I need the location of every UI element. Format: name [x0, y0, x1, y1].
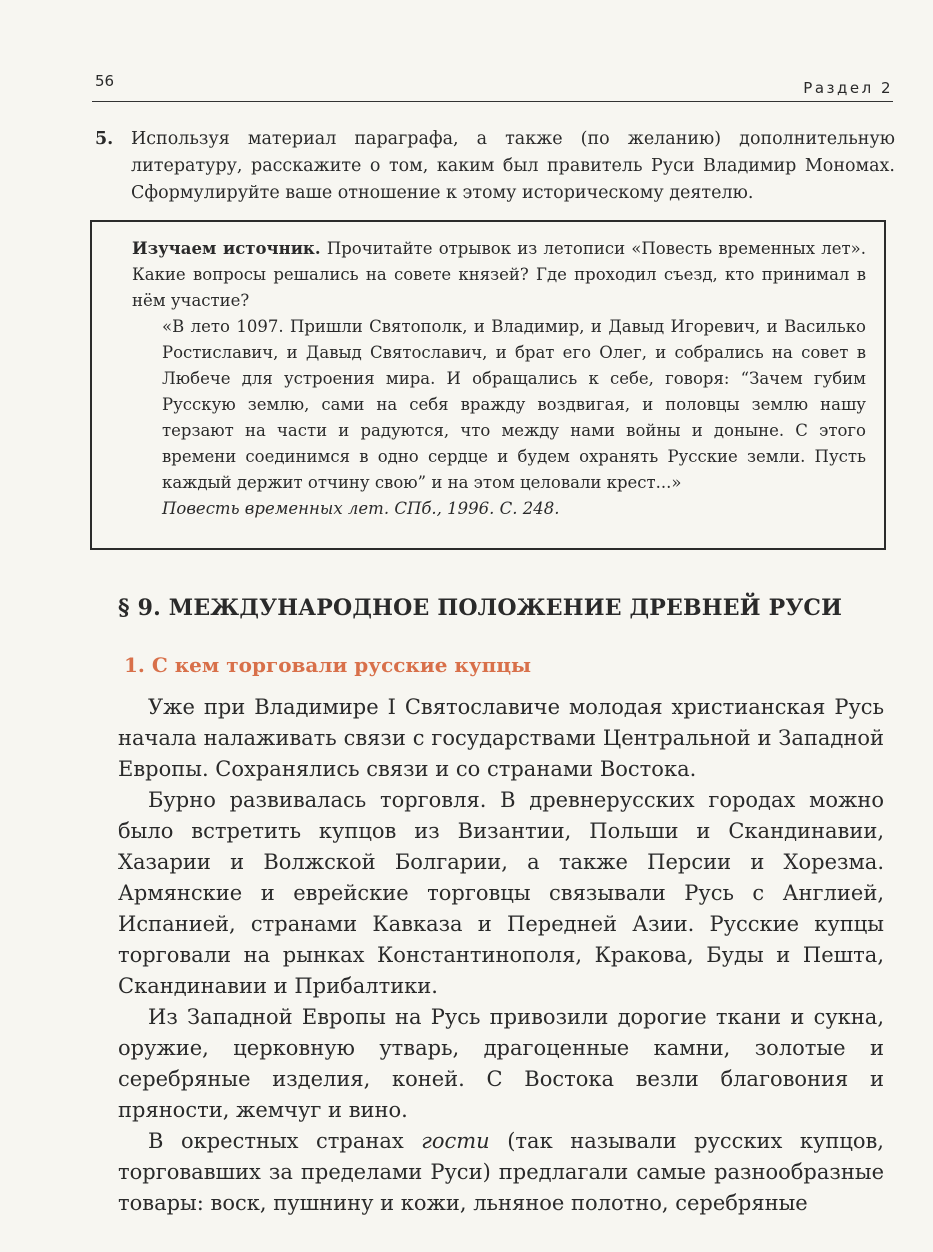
task-item: [95, 126, 895, 207]
paragraph-4: [118, 1126, 884, 1219]
header-divider: [92, 101, 893, 102]
body-text: [118, 692, 884, 1219]
paragraph-4-end: (так называли русских купцов, торговавших за пределами Руси) предлагали самые разнообразные товары: воск, пушнину и кожи, льняное полотно, серебряные: [118, 1129, 884, 1215]
paragraph-2: Бурно развивалась торговля. В древнерусских городах можно было встретить купцов из Византии, Польши и Скандинавии, Хазарии и Волжской Болгарии, а также Персии и Хорезма. Армянские и еврейские торговцы связывали Русь с Англией, Испанией, странами Кавказа и Передней Азии. Русские купцы торговали на рынках Константинополя, Кракова, Буды и Пешта, Скандинавии и Прибалтики.: [118, 788, 884, 998]
paragraph-1: Уже при Владимире I Святославиче молодая христианская Русь начала налаживать связи с государствами Центральной и Западной Европы. Сохранялись связи и со странами Востока.: [118, 695, 884, 781]
paragraph-title: § 9. МЕЖДУНАРОДНОЕ ПОЛОЖЕНИЕ ДРЕВНЕЙ РУСИ: [118, 595, 843, 621]
source-citation: Повесть временных лет. СПб., 1996. С. 248.: [162, 499, 560, 518]
source-quote: «В лето 1097. Пришли Святополк, и Владимир, и Давыд Игоревич, и Василько Ростиславич, и Давыд Святославич, и брат его Олег, и собрались на совет в Любече для устроения мира. И обращались к себе, говоря: “Зачем губим Русскую землю, сами на себя вражду воздвигая, и половцы землю нашу терзают на части и радуются, что между нами войны и доныне. С этого времени соединимся в одно сердце и будем охранять Русские земли. Пусть каждый держит отчину свою” и на этом целовали крест...»: [162, 317, 866, 492]
task-number: 5.: [95, 129, 114, 149]
paragraph-4-start: В окрестных странах: [148, 1129, 404, 1153]
source-label: Изучаем источник.: [132, 239, 321, 258]
paragraph-3: Из Западной Европы на Русь привозили дорогие ткани и сукна, оружие, церковную утварь, драгоценные камни, золотые и серебряные изделия, коней. С Востока везли благовония и пряности, жемчуг и вино.: [118, 1005, 884, 1122]
term-gosti: гости: [421, 1129, 490, 1153]
source-intro: [132, 236, 866, 314]
source-box: [90, 220, 886, 550]
task-text: Используя материал параграфа, а также (по желанию) дополнительную литературу, расскажите о том, каким был правитель Руси Владимир Мономах. Сформулируйте ваше отношение к этому историческому деятелю.: [131, 129, 895, 203]
page-number: 56: [95, 72, 115, 90]
section-label: Раздел 2: [803, 79, 893, 97]
source-question: Прочитайте отрывок из летописи «Повесть временных лет». Какие вопросы решались на совете князей? Где проходил съезд, кто принимал в нём участие?: [132, 239, 866, 310]
subheading: 1. С кем торговали русские купцы: [124, 653, 532, 677]
